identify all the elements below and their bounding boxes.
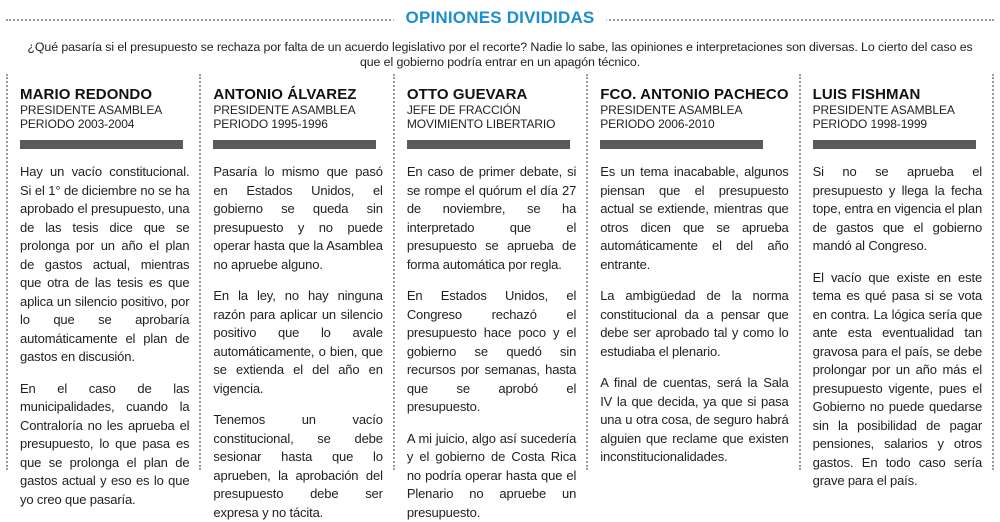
separator-bar [20, 140, 183, 149]
person-period: PERIODO 1995-1996 [213, 117, 382, 131]
opinion-column-redondo [6, 74, 199, 470]
person-role: PRESIDENTE ASAMBLEA [20, 103, 189, 117]
separator-bar [813, 140, 976, 149]
opinion-paragraph: A final de cuentas, será la Sala IV la que decida, ya que si pasa una u otra cosa, de seguro habrá alguien que reclame que existen inconstitucionalidades. [600, 374, 788, 467]
opinion-column-pacheco [586, 74, 798, 470]
opinion-paragraph: Pasaría lo mismo que pasó en Estados Unidos, el gobierno se queda sin presupuesto y no puede operar hasta que la Asamblea no apruebe alguno. [213, 163, 382, 274]
person-period: MOVIMIENTO LIBERTARIO [407, 117, 576, 131]
opinion-paragraph: Tenemos un vacío constitucional, se debe sesionar hasta que lo aprueben, la aprobación del presupuesto debe ser expresa y no tácita. [213, 411, 382, 522]
title-bar [0, 6, 1000, 32]
person-role: PRESIDENTE ASAMBLEA [600, 103, 788, 117]
opinion-paragraph: Hay un vacío constitucional. Si el 1° de diciembre no se ha aprobado el presupuesto, una de las tesis dice que se prolonga por un año el plan de gastos actual, mientras que otra de las tesis es que aplica un silencio positivo, por lo que se aprobaría automáticamente el plan de gastos en discusión. [20, 163, 189, 367]
opinion-paragraph: Es un tema inacabable, algunos piensan que el presupuesto actual se extiende, mientras que otros dicen que se aprueba automáticamente el del año entrante. [600, 163, 788, 274]
opinion-paragraph: Si no se aprueba el presupuesto y llega la fecha tope, entra en vigencia el plan de gastos que el gobierno mandó al Congreso. [813, 163, 982, 256]
person-period: PERIODO 2003-2004 [20, 117, 189, 131]
person-name: LUIS FISHMAN [813, 86, 982, 103]
opinion-column-fishman [799, 74, 994, 470]
separator-bar [407, 140, 570, 149]
intro-text: ¿Qué pasaría si el presupuesto se rechaza por falta de un acuerdo legislativo por el recorte? Nadie lo sabe, las opiniones e interpretaciones son diversas. Lo cierto del caso es que el gobierno podría entrar en un apagón técnico. [20, 40, 980, 70]
separator-bar [213, 140, 376, 149]
separator-bar [600, 140, 763, 149]
page-title: OPINIONES DIVIDIDAS [394, 8, 607, 28]
opinion-paragraph: En la ley, no hay ninguna razón para aplicar un silencio positivo que lo avale automáticamente, o bien, que se extienda el del año en vigencia. [213, 287, 382, 398]
opinion-paragraph: En el caso de las municipalidades, cuando la Contraloría no les aprueba el presupuesto, lo que pasa es que se prolonga el plan de gastos actual y eso es lo que yo creo que pasaría. [20, 380, 189, 510]
opinion-paragraph: El vacío que existe en este tema es qué pasa si se vota en contra. La lógica sería que ante esta eventualidad tan gravosa para el país, se debe prolongar por un año más el presupuesto vigente, pues el Gobierno no puede quedarse sin la posibilidad de pagar pensiones, salarios y otros gastos. En todo caso sería grave para el país. [813, 269, 982, 491]
person-name: MARIO REDONDO [20, 86, 189, 103]
person-role: JEFE DE FRACCIÓN [407, 103, 576, 117]
opinion-paragraph: En Estados Unidos, el Congreso rechazó el presupuesto hace poco y el gobierno se quedó sin recursos por semanas, hasta que se aprobó el presupuesto. [407, 287, 576, 417]
person-role: PRESIDENTE ASAMBLEA [813, 103, 982, 117]
person-period: PERIODO 1998-1999 [813, 117, 982, 131]
person-period: PERIODO 2006-2010 [600, 117, 788, 131]
opinion-paragraph: En caso de primer debate, si se rompe el quórum el día 27 de noviembre, se ha interpretado que el presupuesto se aprueba de forma automática por regla. [407, 163, 576, 274]
opinions-columns [6, 74, 994, 470]
person-name: OTTO GUEVARA [407, 86, 576, 103]
opinion-column-guevara [393, 74, 586, 470]
opinion-paragraph: A mi juicio, algo así sucedería y el gobierno de Costa Rica no podría operar hasta que el Plenario no apruebe un presupuesto. [407, 430, 576, 522]
person-name: FCO. ANTONIO PACHECO [600, 86, 788, 103]
person-name: ANTONIO ÁLVAREZ [213, 86, 382, 103]
opinion-paragraph: La ambigüedad de la norma constitucional da a pensar que debe ser aprobado tal y como lo estudiaba el plenario. [600, 287, 788, 361]
opinion-column-alvarez [199, 74, 392, 470]
person-role: PRESIDENTE ASAMBLEA [213, 103, 382, 117]
